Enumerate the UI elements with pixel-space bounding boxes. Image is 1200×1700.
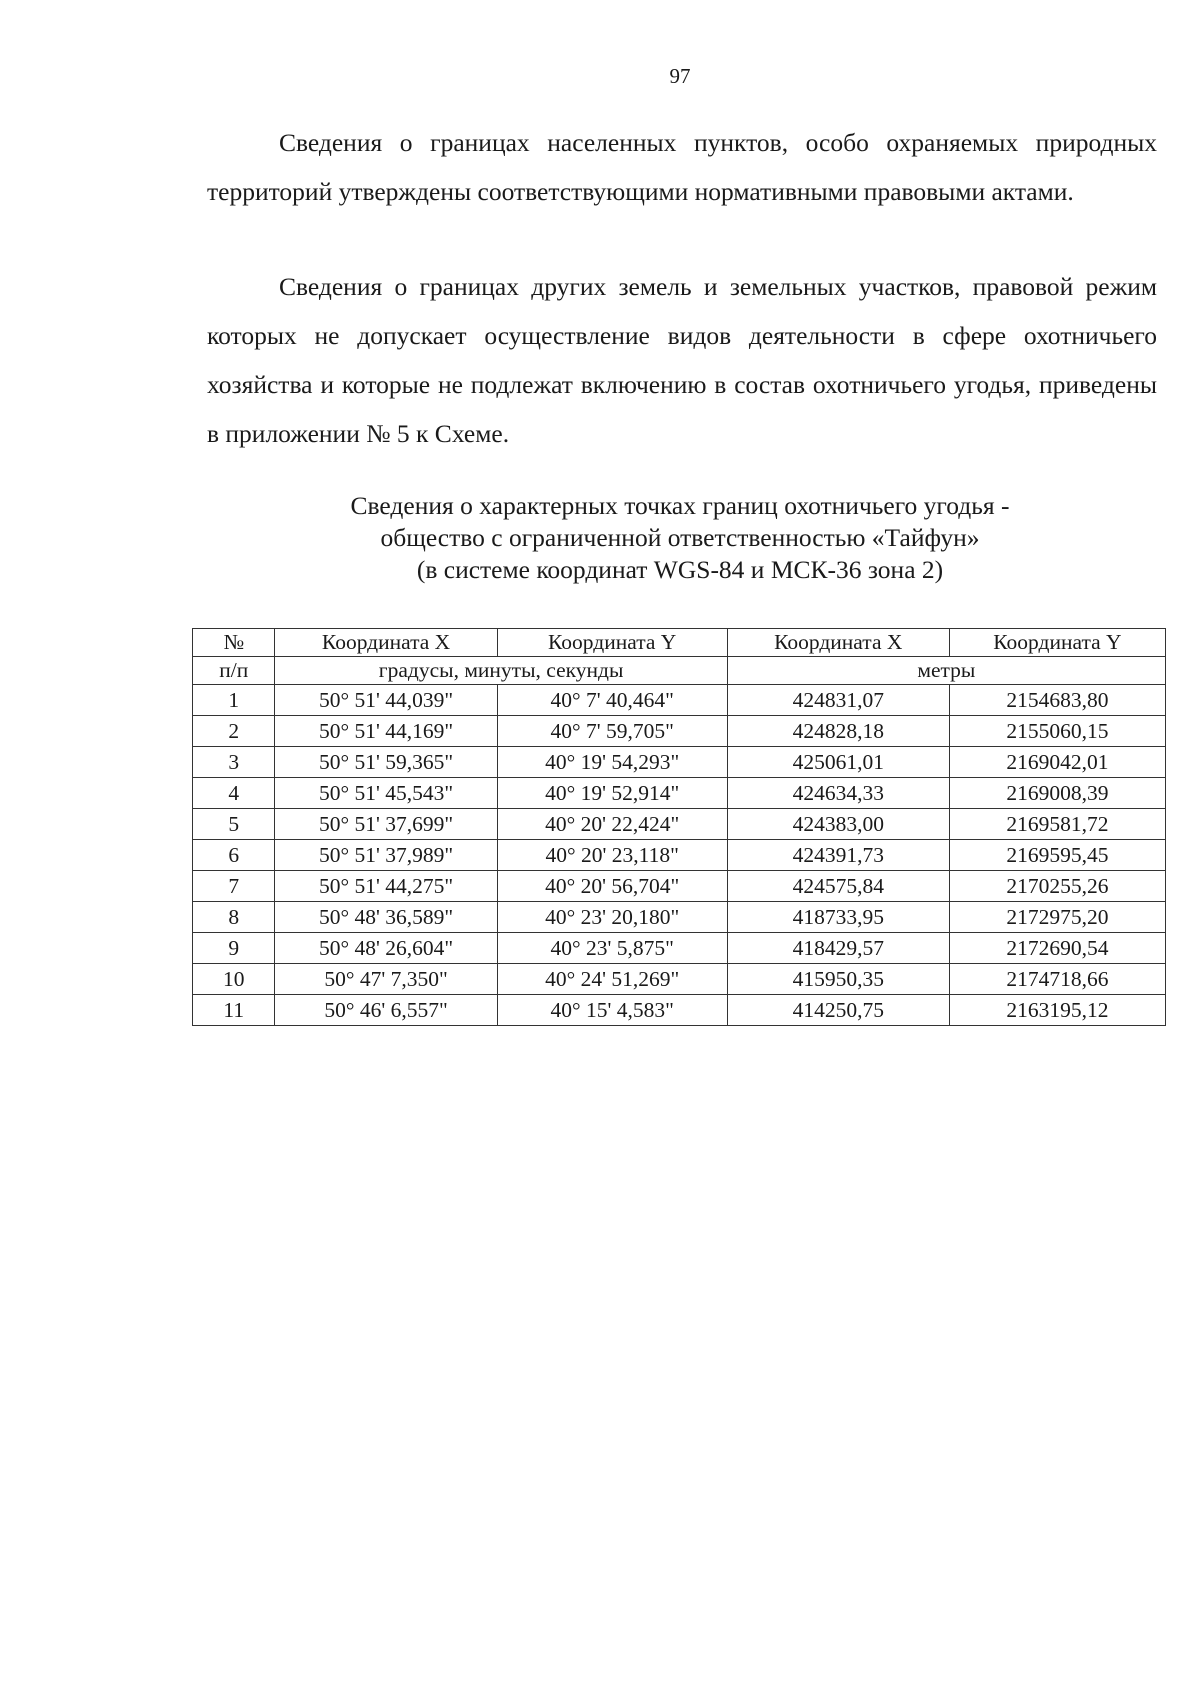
cell-deg-x: 50° 51' 44,039" [275,685,497,716]
cell-deg-x: 50° 47' 7,350" [275,964,497,995]
table-row [193,995,1166,1026]
header-deg-units: градусы, минуты, секунды [275,657,727,685]
table-units-row [193,657,1166,685]
table-row [193,809,1166,840]
cell-num: 9 [193,933,275,964]
cell-num: 8 [193,902,275,933]
cell-num: 10 [193,964,275,995]
cell-num: 1 [193,685,275,716]
cell-m-y: 2169595,45 [949,840,1165,871]
header-num: № [193,629,275,657]
paragraph: Сведения о границах других земель и земельных участков, правовой режим которых не допускает осуществление видов деятельности в сфере охотничьего хозяйства и которые не подлежат включению в состав охотничьего угодья, приведены в приложении № 5 к Схеме. [207,272,1157,448]
table-row [193,685,1166,716]
cell-m-y: 2155060,15 [949,716,1165,747]
header-deg-x: Координата X [275,629,497,657]
cell-m-y: 2154683,80 [949,685,1165,716]
table-row [193,716,1166,747]
cell-m-y: 2169042,01 [949,747,1165,778]
cell-deg-y: 40° 20' 23,118" [497,840,727,871]
cell-deg-y: 40° 20' 56,704" [497,871,727,902]
table-row [193,778,1166,809]
cell-deg-y: 40° 15' 4,583" [497,995,727,1026]
cell-deg-x: 50° 51' 44,275" [275,871,497,902]
header-deg-y: Координата Y [497,629,727,657]
table-header-row [193,629,1166,657]
cell-m-y: 2172975,20 [949,902,1165,933]
cell-deg-x: 50° 51' 37,989" [275,840,497,871]
cell-m-x: 424831,07 [727,685,949,716]
body-text [207,118,1157,458]
cell-deg-y: 40° 7' 59,705" [497,716,727,747]
cell-num: 2 [193,716,275,747]
cell-deg-y: 40° 20' 22,424" [497,809,727,840]
cell-m-x: 418733,95 [727,902,949,933]
cell-deg-x: 50° 48' 26,604" [275,933,497,964]
cell-deg-y: 40° 23' 20,180" [497,902,727,933]
cell-m-y: 2169581,72 [949,809,1165,840]
paragraph: Сведения о границах населенных пунктов, особо охраняемых природных территорий утверждены соответствующими нормативными правовыми актами. [207,128,1157,206]
header-pp: п/п [193,657,275,685]
header-m-units: метры [727,657,1165,685]
cell-m-y: 2169008,39 [949,778,1165,809]
cell-m-y: 2172690,54 [949,933,1165,964]
table-row [193,964,1166,995]
cell-deg-x: 50° 51' 59,365" [275,747,497,778]
cell-m-x: 424391,73 [727,840,949,871]
table-row [193,871,1166,902]
cell-deg-x: 50° 51' 44,169" [275,716,497,747]
cell-m-x: 424828,18 [727,716,949,747]
table-row [193,840,1166,871]
cell-m-x: 415950,35 [727,964,949,995]
cell-deg-y: 40° 24' 51,269" [497,964,727,995]
cell-num: 4 [193,778,275,809]
cell-m-x: 414250,75 [727,995,949,1026]
cell-m-y: 2174718,66 [949,964,1165,995]
cell-m-x: 424383,00 [727,809,949,840]
page-number: 97 [669,64,691,88]
cell-m-x: 418429,57 [727,933,949,964]
cell-deg-y: 40° 7' 40,464" [497,685,727,716]
table-row [193,933,1166,964]
cell-m-x: 424634,33 [727,778,949,809]
cell-deg-x: 50° 51' 45,543" [275,778,497,809]
cell-m-x: 425061,01 [727,747,949,778]
header-m-x: Координата X [727,629,949,657]
cell-m-x: 424575,84 [727,871,949,902]
cell-deg-y: 40° 19' 54,293" [497,747,727,778]
cell-deg-y: 40° 19' 52,914" [497,778,727,809]
cell-deg-x: 50° 46' 6,557" [275,995,497,1026]
cell-m-y: 2163195,12 [949,995,1165,1026]
cell-m-y: 2170255,26 [949,871,1165,902]
heading-line: общество с ограниченной ответственностью «Тайфун» [380,523,980,552]
cell-num: 6 [193,840,275,871]
heading-line: Сведения о характерных точках границ охотничьего угодья - [350,491,1010,520]
cell-deg-y: 40° 23' 5,875" [497,933,727,964]
header-m-y: Координата Y [949,629,1165,657]
table-row [193,902,1166,933]
heading-line: (в системе координат WGS-84 и МСК-36 зона 2) [416,555,944,584]
table-heading [230,490,1130,586]
cell-deg-x: 50° 48' 36,589" [275,902,497,933]
coordinates-table [192,628,1166,1026]
table-row [193,747,1166,778]
cell-num: 7 [193,871,275,902]
cell-num: 11 [193,995,275,1026]
cell-deg-x: 50° 51' 37,699" [275,809,497,840]
cell-num: 5 [193,809,275,840]
cell-num: 3 [193,747,275,778]
